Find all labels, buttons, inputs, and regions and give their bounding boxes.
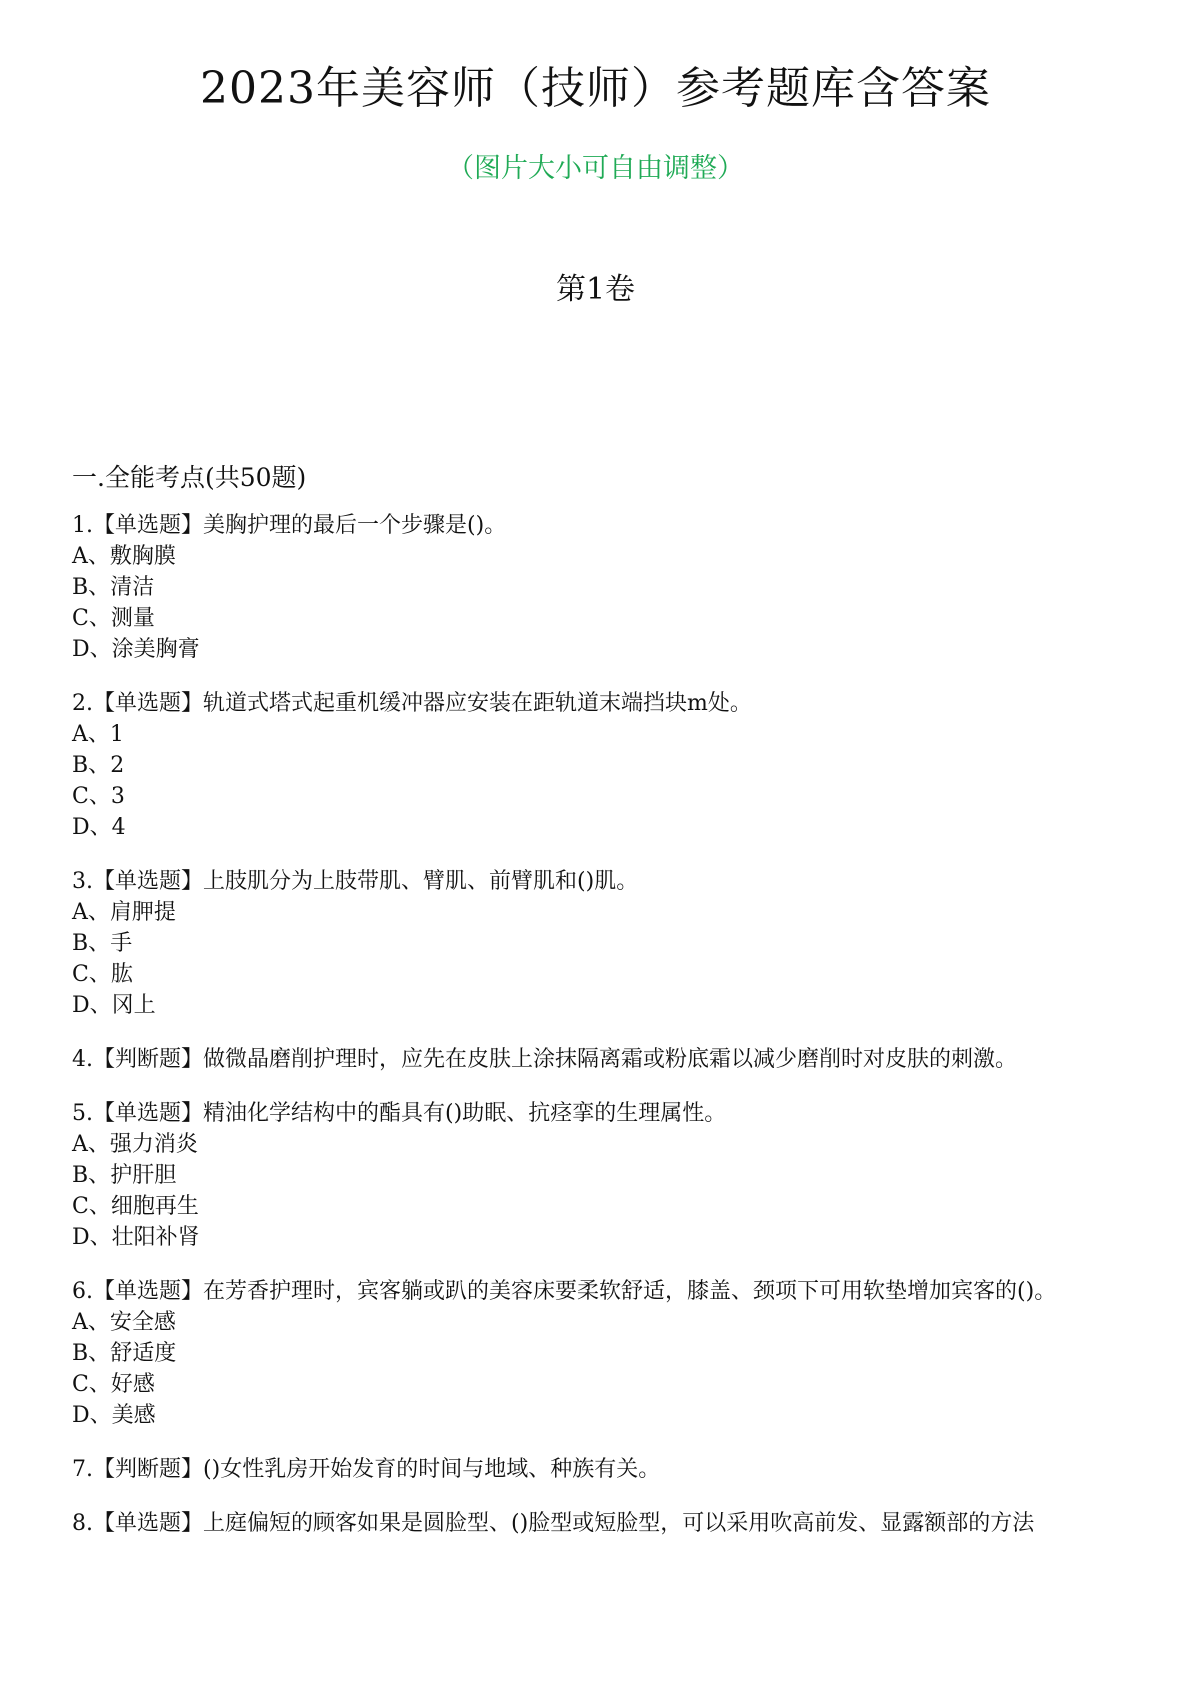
question-type: 【 单选题 】 [93, 869, 203, 894]
answer-option [72, 1222, 1152, 1253]
question-item [72, 1276, 1152, 1431]
question-stem [72, 510, 1152, 541]
option-letter: C 、 [72, 606, 111, 631]
question-stem [72, 866, 1152, 897]
question-number: 4 . [72, 1047, 93, 1072]
option-text: 测量 [110, 606, 155, 631]
option-text: 强力消炎 [109, 1132, 198, 1157]
question-item [72, 1098, 1152, 1253]
document-title: 2023年美容师（技师）参考题库含答案 [200, 63, 991, 114]
question-number: 3 . [72, 869, 93, 894]
question-text: 轨道式塔式起重机缓冲器应安装在距轨道末端挡块m处。 [203, 691, 752, 716]
answer-option [72, 897, 1152, 928]
answer-option [72, 603, 1152, 634]
question-number: 7 . [72, 1457, 93, 1482]
question-text: 精油化学结构中的酯具有()助眠、抗痉挛的生理属性。 [203, 1101, 727, 1126]
option-text: 护肝胆 [110, 1163, 177, 1188]
question-type: 【 判断题 】 [93, 1457, 203, 1482]
answer-option [72, 990, 1152, 1021]
section-heading: 一.全能考点(共50题) [72, 463, 307, 492]
answer-option [72, 959, 1152, 990]
question-type: 【 单选题 】 [93, 513, 203, 538]
answer-option [72, 1191, 1152, 1222]
question-text: 在芳香护理时，宾客躺或趴的美容床要柔软舒适，膝盖、颈项下可用软垫增加宾客的()。 [203, 1279, 1057, 1304]
question-item [72, 1044, 1152, 1075]
document-subtitle: （图片大小可自由调整） [447, 153, 744, 184]
question-stem [72, 688, 1152, 719]
answer-option [72, 1129, 1152, 1160]
option-text: 冈上 [111, 993, 156, 1018]
option-text: 1 [109, 722, 124, 747]
question-stem [72, 1098, 1152, 1129]
question-text: ()女性乳房开始发育的时间与地域、种族有关。 [203, 1457, 661, 1482]
option-letter: D 、 [72, 1403, 112, 1428]
option-letter: C 、 [72, 1194, 111, 1219]
answer-option [72, 750, 1152, 781]
question-list [72, 458, 1152, 1562]
option-letter: C 、 [72, 962, 111, 987]
question-item [72, 510, 1152, 665]
option-letter: A 、 [72, 544, 110, 569]
question-type: 【 单选题 】 [93, 691, 203, 716]
option-text: 手 [110, 931, 133, 956]
option-text: 肩胛提 [109, 900, 176, 925]
answer-option [72, 928, 1152, 959]
answer-option [72, 634, 1152, 665]
answer-option [72, 812, 1152, 843]
question-stem [72, 1276, 1152, 1307]
option-text: 肱 [110, 962, 133, 987]
question-stem [72, 1044, 1152, 1075]
question-text: 美胸护理的最后一个步骤是()。 [203, 513, 507, 538]
question-type: 【 单选题 】 [93, 1101, 203, 1126]
question-number: 1 . [72, 513, 93, 538]
option-text: 2 [110, 753, 125, 778]
answer-option [72, 541, 1152, 572]
question-text: 上肢肌分为上肢带肌、臂肌、前臂肌和()肌。 [203, 869, 639, 894]
question-type: 【 判断题 】 [93, 1047, 203, 1072]
option-letter: A 、 [72, 1132, 110, 1157]
option-text: 涂美胸膏 [111, 637, 200, 662]
answer-option [72, 781, 1152, 812]
option-letter: D 、 [72, 1225, 112, 1250]
answer-option [72, 1369, 1152, 1400]
option-text: 美感 [111, 1403, 156, 1428]
option-letter: A 、 [72, 1310, 110, 1335]
option-letter: C 、 [72, 1372, 111, 1397]
question-number: 6 . [72, 1279, 93, 1304]
answer-option [72, 572, 1152, 603]
option-text: 安全感 [109, 1310, 176, 1335]
option-text: 舒适度 [110, 1341, 177, 1366]
question-number: 2 . [72, 691, 93, 716]
question-type: 【 单选题 】 [93, 1511, 203, 1536]
option-letter: C 、 [72, 784, 111, 809]
option-letter: D 、 [72, 637, 112, 662]
question-item [72, 1508, 1152, 1539]
option-letter: B 、 [72, 931, 110, 956]
question-text: 上庭偏短的顾客如果是圆脸型、()脸型或短脸型，可以采用吹高前发、显露额部的方法 [203, 1511, 1035, 1536]
option-letter: D 、 [72, 815, 112, 840]
option-letter: B 、 [72, 1163, 110, 1188]
option-text: 4 [111, 815, 126, 840]
question-type: 【 单选题 】 [93, 1279, 203, 1304]
questions-container [72, 510, 1152, 1539]
question-number: 8 . [72, 1511, 93, 1536]
question-stem [72, 1454, 1152, 1485]
answer-option [72, 1307, 1152, 1338]
option-letter: B 、 [72, 575, 110, 600]
option-letter: D 、 [72, 993, 112, 1018]
option-letter: B 、 [72, 753, 110, 778]
option-text: 敷胸膜 [109, 544, 176, 569]
option-letter: A 、 [72, 900, 110, 925]
option-text: 壮阳补肾 [111, 1225, 200, 1250]
question-text: 做微晶磨削护理时，应先在皮肤上涂抹隔离霜或粉底霜以减少磨削时对皮肤的刺激。 [203, 1047, 1018, 1072]
answer-option [72, 1400, 1152, 1431]
option-letter: B 、 [72, 1341, 110, 1366]
option-text: 细胞再生 [110, 1194, 199, 1219]
volume-heading: 第1卷 [555, 272, 636, 307]
option-text: 好感 [110, 1372, 155, 1397]
question-item [72, 866, 1152, 1021]
question-item [72, 1454, 1152, 1485]
answer-option [72, 719, 1152, 750]
option-text: 3 [110, 784, 125, 809]
question-item [72, 688, 1152, 843]
option-letter: A 、 [72, 722, 110, 747]
answer-option [72, 1160, 1152, 1191]
option-text: 清洁 [110, 575, 155, 600]
answer-option [72, 1338, 1152, 1369]
question-number: 5 . [72, 1101, 93, 1126]
question-stem [72, 1508, 1152, 1539]
